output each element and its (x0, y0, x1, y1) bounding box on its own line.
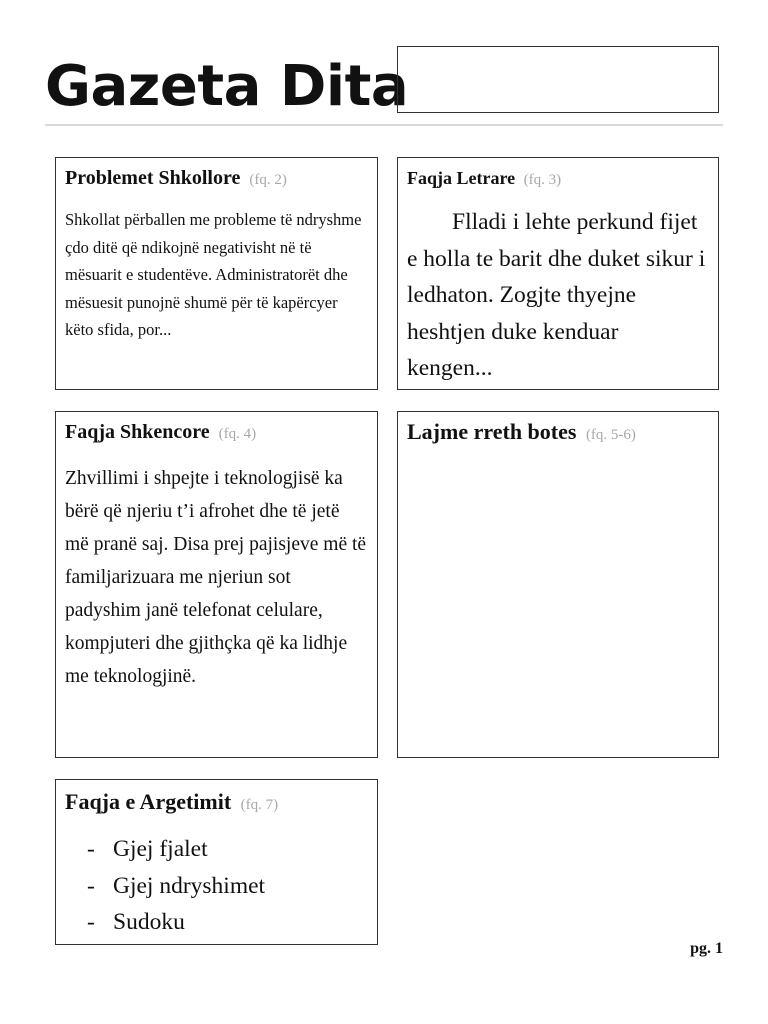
section-heading (65, 786, 368, 821)
page-reference: (fq. 7) (240, 797, 279, 813)
section-heading (65, 164, 368, 194)
list-bullet: - (87, 836, 95, 862)
section-problemet-shkollore (55, 157, 378, 390)
list-item-label: Gjej fjalet (113, 836, 208, 862)
section-heading (65, 418, 368, 448)
section-body: Zhvillimi i shpejte i teknologjisë ka bërë që njeriu t’i afrohet dhe të jetë më pranë saj. Disa prej pajisjeve më të familjarizuara me njeriun sot padyshim janë telefonat celulare, kompjuteri dhe gjithçka që ka lidhje me teknologjinë. (65, 468, 367, 687)
section-body: Flladi i lehte perkund fijet e holla te barit dhe duket sikur i ledhaton. Zogjte thyejne heshtjen duke kenduar kengen... (407, 209, 706, 381)
page-reference: (fq. 3) (523, 172, 562, 188)
page-reference: (fq. 4) (218, 426, 257, 442)
masthead-divider (45, 124, 723, 126)
list-bullet: - (87, 872, 95, 899)
section-faqja-shkencore (55, 411, 378, 758)
page-reference: (fq. 2) (249, 172, 287, 188)
section-faqja-letrare (397, 157, 719, 390)
list-item-label: Sudoku (113, 909, 185, 935)
list-bullet: - (87, 909, 95, 935)
list-item (87, 904, 368, 941)
section-heading (407, 418, 709, 449)
section-heading (407, 164, 709, 194)
date-box (397, 46, 719, 113)
activity-list (65, 831, 368, 941)
masthead-title: Gazeta Dita (45, 54, 409, 119)
section-faqja-e-argetimit (55, 779, 378, 945)
page-reference: (fq. 5-6) (585, 427, 636, 443)
section-body: Shkollat përballen me probleme të ndryshme çdo ditë që ndikojnë negativisht në të mësuarit e studentëve. Administratorët dhe mësuesit punojnë shumë për të kapërcyer këto sfida, por... (65, 210, 362, 339)
list-item-label: Gjej ndryshimet (113, 872, 266, 899)
list-item (87, 831, 368, 868)
section-lajme-rreth-botes (397, 411, 719, 758)
list-item (87, 868, 368, 905)
page-number: pg. 1 (690, 940, 723, 957)
section-title: Lajme rreth botes (407, 419, 577, 444)
section-title: Faqja e Argetimit (65, 789, 232, 814)
section-title: Faqja Letrare (407, 168, 516, 188)
section-title: Faqja Shkencore (65, 421, 210, 443)
section-title: Problemet Shkollore (65, 167, 241, 189)
